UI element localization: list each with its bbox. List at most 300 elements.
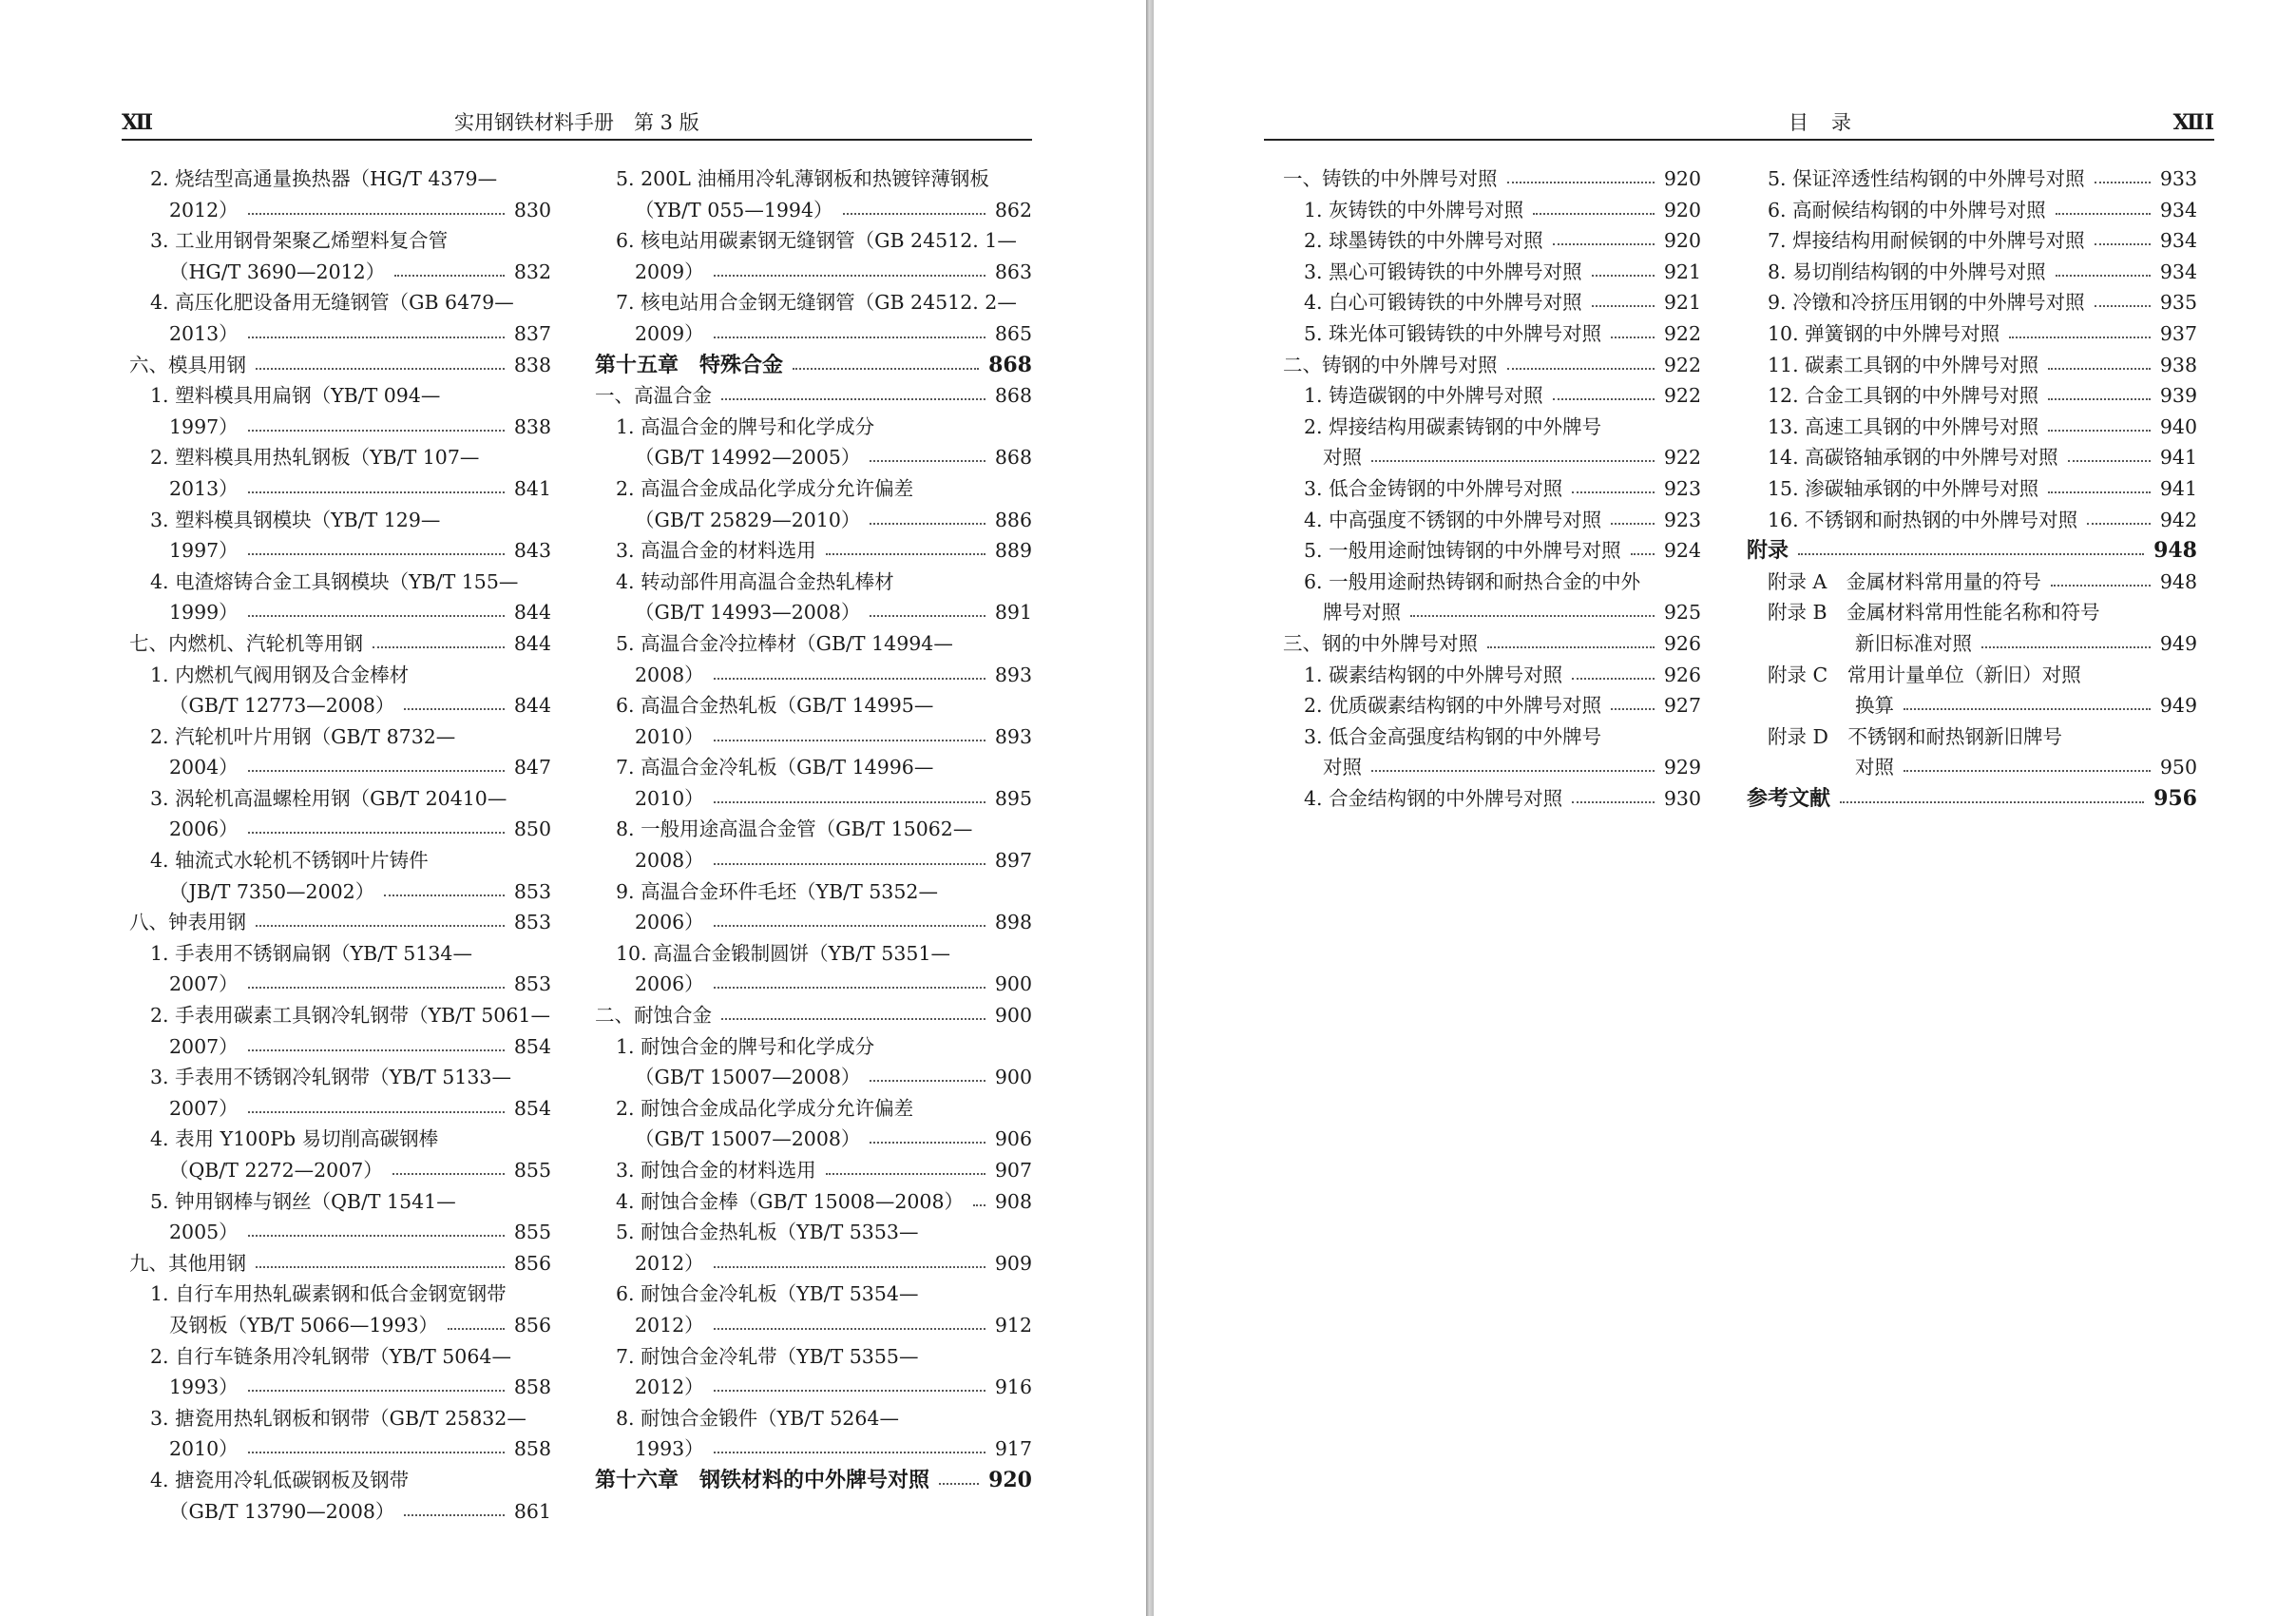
toc-page-number: 934	[2159, 260, 2197, 283]
toc-entry	[129, 1496, 551, 1528]
toc-entry	[595, 257, 1032, 288]
toc-entry-title: 10. 高温合金锻制圆饼（YB/T 5351—	[616, 941, 950, 965]
toc-dot-leader	[256, 925, 505, 927]
toc-entry	[1283, 752, 1701, 783]
toc-entry-title: 参考文献	[1747, 785, 1831, 811]
toc-entry-title: 1999）	[169, 601, 239, 625]
toc-entry-title: 2013）	[169, 476, 239, 500]
toc-entry	[595, 1093, 1032, 1125]
toc-entry	[595, 1124, 1032, 1155]
toc-entry-title: 对照	[1323, 756, 1362, 779]
toc-entry-title: 及钢板（YB/T 5066—1993）	[169, 1313, 439, 1337]
toc-dot-leader	[2048, 368, 2151, 370]
toc-dot-leader	[1840, 801, 2144, 803]
toc-page-number: 893	[994, 724, 1032, 748]
toc-entry	[129, 473, 551, 505]
toc-entry	[595, 628, 1032, 660]
toc-page-number: 891	[994, 601, 1032, 625]
toc-entry-title: （GB/T 15007—2008）	[635, 1127, 861, 1151]
toc-entry-title: 6. 高温合金热轧板（GB/T 14995—	[616, 694, 934, 718]
toc-entry-title: 8. 耐蚀合金锻件（YB/T 5264—	[616, 1406, 899, 1430]
toc-dot-leader	[870, 1080, 985, 1082]
toc-dot-leader	[248, 213, 505, 215]
toc-entry-title: 9. 高温合金环件毛坯（YB/T 5352—	[616, 879, 938, 903]
toc-page-number: 917	[994, 1437, 1032, 1461]
toc-dot-leader	[939, 1483, 979, 1485]
toc-entry-title: 3. 搪瓷用热轧钢板和钢带（GB/T 25832—	[150, 1406, 526, 1430]
toc-entry	[1283, 535, 1701, 567]
toc-entry-title: 4. 表用 Y100Pb 易切削高碳钢棒	[150, 1127, 439, 1151]
toc-entry	[1283, 660, 1701, 691]
toc-entry	[129, 690, 551, 721]
toc-entry	[595, 1031, 1032, 1063]
toc-entry-title: 10. 弹簧钢的中外牌号对照	[1768, 321, 2000, 345]
toc-entry	[595, 412, 1032, 443]
toc-entry-title: 2012）	[635, 1313, 704, 1337]
toc-dot-leader	[248, 337, 505, 338]
toc-dot-leader	[1904, 770, 2151, 772]
toc-page-number: 830	[513, 198, 551, 221]
toc-entry	[595, 473, 1032, 505]
toc-dot-leader	[1553, 243, 1655, 245]
toc-entry-title: 4. 中高强度不锈钢的中外牌号对照	[1304, 508, 1602, 531]
toc-entry-title: 6. 核电站用碳素钢无缝钢管（GB 24512. 1—	[616, 229, 1017, 253]
toc-entry-title: 2004）	[169, 756, 239, 779]
toc-page-number: 920	[1663, 167, 1701, 190]
toc-page-number: 863	[994, 260, 1032, 283]
toc-page-number: 889	[994, 539, 1032, 563]
toc-entry	[129, 845, 551, 876]
toc-page-number: 908	[994, 1189, 1032, 1213]
toc-entry-title: 三、钢的中外牌号对照	[1283, 631, 1478, 655]
toc-entry	[595, 1433, 1032, 1465]
toc-page-number: 922	[1663, 353, 1701, 376]
toc-page-number: 900	[994, 972, 1032, 996]
toc-entry-title: 附录	[1747, 538, 1789, 564]
toc-page-number: 865	[994, 321, 1032, 345]
toc-entry	[595, 1341, 1032, 1373]
toc-entry-title: 1. 高温合金的牌号和化学成分	[616, 414, 875, 438]
toc-entry-title: 2. 汽轮机叶片用钢（GB/T 8732—	[150, 724, 456, 748]
toc-entry-title: 4. 搪瓷用冷轧低碳钢板及钢带	[150, 1468, 410, 1491]
toc-dot-leader	[973, 1204, 985, 1206]
toc-dot-leader	[2048, 491, 2151, 493]
toc-page-number: 950	[2159, 756, 2197, 779]
toc-entry	[595, 164, 1032, 195]
toc-entry-title: 5. 钟用钢棒与钢丝（QB/T 1541—	[150, 1189, 456, 1213]
toc-dot-leader	[1487, 646, 1655, 648]
toc-page-number: 850	[513, 818, 551, 841]
right-page-header	[1264, 106, 2214, 141]
toc-entry	[129, 1310, 551, 1341]
toc-entry-title: 2008）	[635, 663, 704, 686]
toc-page-number: 922	[1663, 446, 1701, 470]
toc-entry	[595, 1186, 1032, 1218]
toc-entry	[129, 1186, 551, 1218]
toc-page-number: 854	[513, 1096, 551, 1120]
toc-entry-title: （GB/T 25829—2010）	[635, 508, 861, 531]
toc-entry	[129, 1062, 551, 1093]
toc-entry-title: 2007）	[169, 1034, 239, 1058]
toc-entry-title: 1997）	[169, 539, 239, 563]
toc-page-number: 924	[1663, 539, 1701, 563]
toc-entry-title: 2012）	[635, 1251, 704, 1275]
toc-dot-leader	[2056, 275, 2151, 277]
toc-column-left-1	[129, 164, 551, 1527]
toc-page-number: 921	[1663, 260, 1701, 283]
toc-page-number: 858	[513, 1376, 551, 1399]
toc-entry-title: 2006）	[635, 911, 704, 934]
toc-entry-title: 2. 手表用碳素工具钢冷轧钢带（YB/T 5061—	[150, 1004, 550, 1028]
toc-dot-leader	[392, 1173, 505, 1175]
toc-entry	[595, 195, 1032, 226]
toc-entry-title: 6. 一般用途耐热铸钢和耐热合金的中外	[1304, 569, 1641, 593]
toc-page-number: 956	[2153, 785, 2197, 811]
toc-entry-title: 1. 耐蚀合金的牌号和化学成分	[616, 1034, 875, 1058]
toc-entry-title: 11. 碳素工具钢的中外牌号对照	[1768, 353, 2039, 376]
toc-entry-title: 1993）	[169, 1376, 239, 1399]
toc-dot-leader	[826, 553, 985, 555]
toc-entry	[595, 907, 1032, 938]
toc-entry-title: 1. 灰铸铁的中外牌号对照	[1304, 198, 1524, 221]
right-page-running-title: 目录	[1789, 111, 1874, 134]
toc-entry-title: 1. 铸造碳钢的中外牌号对照	[1304, 384, 1543, 408]
toc-entry-title: 2013）	[169, 321, 239, 345]
toc-dot-leader	[714, 678, 985, 680]
toc-page-number: 906	[994, 1127, 1032, 1151]
toc-entry	[595, 1155, 1032, 1186]
toc-entry	[129, 660, 551, 691]
toc-entry	[595, 814, 1032, 845]
toc-entry-title: 5. 珠光体可锻铸铁的中外牌号对照	[1304, 321, 1602, 345]
toc-page-number: 949	[2159, 631, 2197, 655]
toc-page-number: 897	[994, 849, 1032, 873]
toc-entry-title: 3. 塑料模具钢模块（YB/T 129—	[150, 508, 441, 531]
toc-page-number: 893	[994, 663, 1032, 686]
toc-dot-leader	[1981, 646, 2151, 648]
toc-entry	[595, 690, 1032, 721]
left-page-number: Ⅻ	[122, 110, 154, 135]
toc-entry-title: 3. 手表用不锈钢冷轧钢带（YB/T 5133—	[150, 1066, 511, 1089]
toc-entry	[129, 350, 551, 381]
toc-entry-title: 牌号对照	[1323, 601, 1401, 625]
toc-page-number: 900	[994, 1066, 1032, 1089]
toc-entry-title: 15. 渗碳轴承钢的中外牌号对照	[1768, 476, 2039, 500]
toc-dot-leader	[1572, 678, 1655, 680]
toc-page-number: 934	[2159, 229, 2197, 253]
toc-entry-title: 4. 白心可锻铸铁的中外牌号对照	[1304, 291, 1582, 315]
toc-entry	[129, 257, 551, 288]
toc-entry-title: （GB/T 13790—2008）	[169, 1499, 395, 1523]
toc-entry	[595, 1372, 1032, 1403]
toc-dot-leader	[248, 1049, 505, 1051]
toc-entry-title: 7. 耐蚀合金冷轧带（YB/T 5355—	[616, 1344, 919, 1368]
toc-entry	[595, 567, 1032, 598]
toc-entry-title: 2007）	[169, 972, 239, 996]
toc-dot-leader	[404, 708, 505, 710]
toc-entry-title: 2. 焊接结构用碳素铸钢的中外牌号	[1304, 414, 1602, 438]
toc-page-number: 948	[2159, 569, 2197, 593]
toc-page-number: 900	[994, 1004, 1032, 1028]
toc-entry	[129, 1248, 551, 1279]
toc-entry-title: 8. 易切削结构钢的中外牌号对照	[1768, 260, 2046, 283]
toc-dot-leader	[1611, 523, 1655, 525]
toc-entry	[129, 318, 551, 350]
toc-page-number: 843	[513, 539, 551, 563]
toc-entry-title: 12. 合金工具钢的中外牌号对照	[1768, 384, 2039, 408]
toc-entry-title: 2009）	[635, 321, 704, 345]
toc-entry-title: 2007）	[169, 1096, 239, 1120]
toc-entry	[595, 783, 1032, 815]
toc-page-number: 895	[994, 786, 1032, 810]
toc-dot-leader	[793, 368, 979, 370]
toc-entry	[595, 1000, 1032, 1031]
toc-entry-title: 5. 一般用途耐蚀铸钢的中外牌号对照	[1304, 539, 1621, 563]
toc-entry-title: 2012）	[169, 198, 239, 221]
toc-entry	[1747, 287, 2197, 318]
toc-entry	[1283, 597, 1701, 628]
toc-entry	[595, 1310, 1032, 1341]
toc-entry	[129, 1217, 551, 1248]
toc-entry	[1283, 164, 1701, 195]
book-gutter	[1146, 0, 1154, 1616]
toc-entry	[595, 845, 1032, 876]
toc-entry	[129, 225, 551, 257]
toc-dot-leader	[248, 491, 505, 493]
toc-entry	[595, 505, 1032, 536]
toc-entry-title: 4. 耐蚀合金棒（GB/T 15008—2008）	[616, 1189, 964, 1213]
toc-dot-leader	[714, 1390, 985, 1392]
left-page-running-title: 实用钢铁材料手册 第 3 版	[454, 111, 699, 134]
toc-entry-title: 1. 内燃机气阀用钢及合金棒材	[150, 663, 410, 686]
toc-page-number: 861	[513, 1499, 551, 1523]
toc-dot-leader	[1371, 460, 1655, 462]
toc-dot-leader	[870, 1142, 985, 1144]
toc-entry	[1283, 442, 1701, 473]
toc-entry	[129, 1465, 551, 1496]
toc-dot-leader	[404, 1514, 505, 1516]
toc-entry	[1747, 660, 2197, 691]
toc-entry-title: 3. 工业用钢骨架聚乙烯塑料复合管	[150, 229, 449, 253]
toc-entry	[1747, 318, 2197, 350]
toc-entry	[1747, 752, 2197, 783]
toc-page-number: 940	[2159, 414, 2197, 438]
toc-entry	[595, 225, 1032, 257]
toc-entry-title: 3. 低合金铸钢的中外牌号对照	[1304, 476, 1563, 500]
toc-entry	[1283, 690, 1701, 721]
toc-dot-leader	[248, 1452, 505, 1453]
toc-page-number: 920	[1663, 229, 1701, 253]
toc-entry	[129, 535, 551, 567]
toc-entry	[129, 164, 551, 195]
toc-entry	[595, 752, 1032, 783]
toc-entry-title: 九、其他用钢	[129, 1251, 246, 1275]
toc-page-number: 837	[513, 321, 551, 345]
toc-entry	[129, 195, 551, 226]
toc-entry	[595, 287, 1032, 318]
toc-entry	[129, 814, 551, 845]
toc-entry-title: （GB/T 14993—2008）	[635, 601, 861, 625]
toc-dot-leader	[2056, 213, 2151, 215]
toc-entry	[1283, 380, 1701, 412]
toc-entry	[1747, 412, 2197, 443]
toc-entry-title: 5. 200L 油桶用冷轧薄钢板和热镀锌薄钢板	[616, 167, 989, 190]
toc-page-number: 935	[2159, 291, 2197, 315]
toc-entry	[1747, 442, 2197, 473]
toc-entry	[1283, 628, 1701, 660]
toc-dot-leader	[248, 1390, 505, 1392]
toc-entry	[1283, 350, 1701, 381]
toc-entry	[1747, 690, 2197, 721]
toc-column-right-1	[1283, 164, 1701, 814]
toc-entry	[1747, 350, 2197, 381]
toc-dot-leader	[248, 987, 505, 989]
toc-entry-title: 3. 低合金高强度结构钢的中外牌号	[1304, 724, 1602, 748]
toc-entry-title: 5. 高温合金冷拉棒材（GB/T 14994—	[616, 631, 953, 655]
toc-entry-title: 1. 手表用不锈钢扁钢（YB/T 5134—	[150, 941, 472, 965]
toc-dot-leader	[1371, 770, 1655, 772]
toc-entry	[129, 442, 551, 473]
toc-entry	[129, 1433, 551, 1465]
toc-dot-leader	[1533, 213, 1655, 215]
toc-page-number: 937	[2159, 321, 2197, 345]
toc-page-number: 854	[513, 1034, 551, 1058]
toc-entry	[595, 876, 1032, 908]
toc-dot-leader	[248, 1111, 505, 1113]
toc-entry	[129, 1031, 551, 1063]
toc-dot-leader	[248, 430, 505, 432]
toc-dot-leader	[1592, 275, 1655, 277]
toc-entry-title: 16. 不锈钢和耐热钢的中外牌号对照	[1768, 508, 2078, 531]
toc-entry-title: 一、铸铁的中外牌号对照	[1283, 167, 1498, 190]
toc-entry-title: 2. 球墨铸铁的中外牌号对照	[1304, 229, 1543, 253]
toc-dot-leader	[373, 646, 505, 648]
toc-page-number: 856	[513, 1313, 551, 1337]
toc-page-number: 912	[994, 1313, 1032, 1337]
toc-entry-title: 2. 自行车链条用冷轧钢带（YB/T 5064—	[150, 1344, 511, 1368]
toc-page-number: 922	[1663, 384, 1701, 408]
toc-entry	[1283, 505, 1701, 536]
toc-entry-title: 9. 冷镦和冷挤压用钢的中外牌号对照	[1768, 291, 2085, 315]
toc-entry	[1747, 380, 2197, 412]
toc-column-left-2	[595, 164, 1032, 1496]
left-page	[0, 0, 1146, 1616]
toc-dot-leader	[714, 987, 985, 989]
toc-page-number: 927	[1663, 694, 1701, 718]
toc-entry-title: 七、内燃机、汽轮机等用钢	[129, 631, 363, 655]
toc-page-number: 938	[2159, 353, 2197, 376]
toc-entry	[1747, 195, 2197, 226]
toc-entry	[129, 1124, 551, 1155]
toc-entry-title: 1993）	[635, 1437, 704, 1461]
toc-entry-title: 对照	[1323, 446, 1362, 470]
toc-page-number: 855	[513, 1159, 551, 1182]
toc-page-number: 941	[2159, 476, 2197, 500]
toc-dot-leader	[1798, 553, 2144, 555]
toc-page-number: 858	[513, 1437, 551, 1461]
toc-entry	[1283, 721, 1701, 753]
toc-dot-leader	[826, 1173, 985, 1175]
toc-entry-title: 4. 高压化肥设备用无缝钢管（GB 6479—	[150, 291, 514, 315]
toc-entry	[595, 1062, 1032, 1093]
toc-dot-leader	[2095, 182, 2151, 183]
toc-entry	[1747, 473, 2197, 505]
toc-entry	[595, 318, 1032, 350]
toc-entry-title: 3. 耐蚀合金的材料选用	[616, 1159, 816, 1182]
toc-page-number: 948	[2153, 538, 2197, 564]
toc-entry-title: 附录 C 常用计量单位（新旧）对照	[1768, 663, 2081, 686]
toc-entry-title: 4. 电渣熔铸合金工具钢模块（YB/T 155—	[150, 569, 519, 593]
toc-dot-leader	[2051, 585, 2151, 587]
toc-entry	[1283, 287, 1701, 318]
toc-entry	[595, 1403, 1032, 1434]
toc-page-number: 844	[513, 631, 551, 655]
toc-entry	[1747, 721, 2197, 753]
toc-entry-title: 7. 高温合金冷轧板（GB/T 14996—	[616, 756, 934, 779]
toc-page-number: 922	[1663, 321, 1701, 345]
toc-entry-title: 4. 轴流式水轮机不锈钢叶片铸件	[150, 849, 429, 873]
toc-column-right-2	[1747, 164, 2197, 814]
toc-entry-title: 5. 保证淬透性结构钢的中外牌号对照	[1768, 167, 2085, 190]
toc-entry	[1747, 257, 2197, 288]
toc-entry	[1283, 195, 1701, 226]
toc-dot-leader	[714, 1328, 985, 1330]
toc-dot-leader	[1572, 491, 1655, 493]
toc-entry	[595, 660, 1032, 691]
toc-page-number: 856	[513, 1251, 551, 1275]
toc-entry	[129, 597, 551, 628]
toc-entry-title: 附录 D 不锈钢和耐热钢新旧牌号	[1768, 724, 2062, 748]
toc-dot-leader	[2095, 305, 2151, 307]
toc-entry-title: 2006）	[635, 972, 704, 996]
toc-entry	[595, 969, 1032, 1000]
toc-dot-leader	[1904, 708, 2151, 710]
toc-dot-leader	[1572, 801, 1655, 803]
toc-entry-title: 13. 高速工具钢的中外牌号对照	[1768, 414, 2039, 438]
toc-page-number: 920	[988, 1467, 1032, 1492]
toc-entry-title: （QB/T 2272—2007）	[169, 1159, 383, 1182]
toc-entry-title: （JB/T 7350—2002）	[169, 879, 375, 903]
toc-page-number: 933	[2159, 167, 2197, 190]
toc-chapter-entry	[1747, 783, 2197, 815]
toc-dot-leader	[448, 1328, 505, 1330]
toc-entry-title: 1. 塑料模具用扁钢（YB/T 094—	[150, 384, 441, 408]
toc-entry	[1747, 505, 2197, 536]
toc-page-number: 939	[2159, 384, 2197, 408]
toc-page-number: 923	[1663, 508, 1701, 531]
toc-entry	[595, 721, 1032, 753]
toc-entry	[595, 597, 1032, 628]
toc-entry	[129, 721, 551, 753]
toc-dot-leader	[2009, 337, 2151, 338]
toc-entry	[1747, 628, 2197, 660]
toc-entry	[1747, 597, 2197, 628]
toc-dot-leader	[1553, 398, 1655, 400]
toc-entry-title: 2. 耐蚀合金成品化学成分允许偏差	[616, 1096, 914, 1120]
toc-chapter-entry	[595, 1465, 1032, 1496]
toc-entry-title: 对照	[1855, 756, 1894, 779]
toc-entry	[1283, 473, 1701, 505]
toc-page-number: 868	[994, 384, 1032, 408]
toc-entry-title: 换算	[1855, 694, 1894, 718]
toc-entry-title: 八、钟表用钢	[129, 911, 246, 934]
toc-page-number: 925	[1663, 601, 1701, 625]
toc-dot-leader	[714, 740, 985, 741]
toc-entry	[129, 1155, 551, 1186]
toc-dot-leader	[256, 1266, 505, 1268]
toc-page-number: 838	[513, 414, 551, 438]
toc-dot-leader	[714, 1452, 985, 1453]
